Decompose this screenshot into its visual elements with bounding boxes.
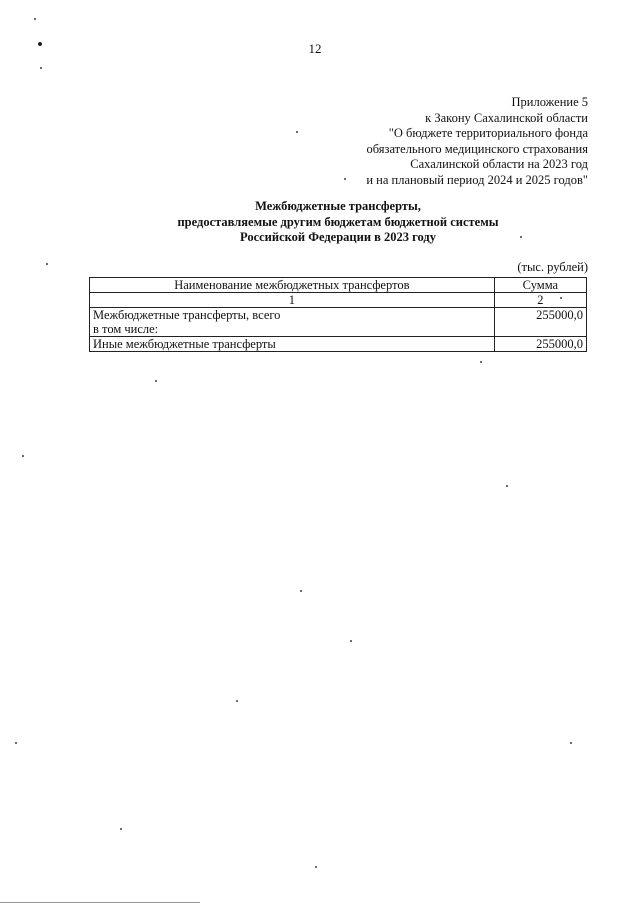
scan-speck xyxy=(300,590,302,592)
header-amount: Сумма xyxy=(494,278,586,293)
scan-speck xyxy=(155,380,157,382)
scan-speck xyxy=(570,742,572,744)
table-row xyxy=(90,337,587,352)
appendix-line: "О бюджете территориального фонда xyxy=(388,126,588,141)
appendix-line: Сахалинской области на 2023 год xyxy=(410,157,588,172)
units-label: (тыс. рублей) xyxy=(517,260,588,274)
scan-speck xyxy=(480,361,482,363)
column-number: 2 xyxy=(494,293,586,308)
scan-speck xyxy=(560,297,562,299)
title-line: предоставляемые другим бюджетам бюджетной системы xyxy=(177,214,499,229)
appendix-line: к Закону Сахалинской области xyxy=(425,110,588,125)
title-line: Межбюджетные трансферты, xyxy=(255,199,421,213)
scan-speck xyxy=(315,866,317,868)
scan-speck xyxy=(344,178,346,180)
appendix-reference xyxy=(258,95,588,189)
column-number: 1 xyxy=(90,293,495,308)
appendix-line: Приложение 5 xyxy=(511,95,588,109)
table-header-row xyxy=(90,278,587,293)
row-name-line: Межбюджетные трансферты, всего xyxy=(93,308,281,322)
scan-speck xyxy=(22,455,24,457)
row-name-line: в том числе: xyxy=(93,322,159,336)
scan-speck xyxy=(350,640,352,642)
page-number: 12 xyxy=(308,41,322,56)
scan-speck xyxy=(506,485,508,487)
title-line: Российской Федерации в 2023 году xyxy=(240,230,436,245)
row-name xyxy=(90,308,495,337)
scan-speck xyxy=(236,700,238,702)
row-name: Иные межбюджетные трансферты xyxy=(90,337,495,352)
scan-speck xyxy=(34,18,36,20)
document-title xyxy=(90,199,586,246)
row-amount: 255000,0 xyxy=(494,308,586,337)
scan-speck xyxy=(520,236,522,238)
column-number-row xyxy=(90,293,587,308)
scan-speck xyxy=(120,828,122,830)
header-name: Наименование межбюджетных трансфертов xyxy=(90,278,495,293)
scan-speck xyxy=(46,263,48,265)
table-row xyxy=(90,308,587,337)
scan-speck xyxy=(40,67,42,69)
appendix-line: обязательного медицинского страхования xyxy=(366,141,588,156)
row-amount: 255000,0 xyxy=(494,337,586,352)
transfers-table xyxy=(89,277,587,352)
scan-speck xyxy=(296,131,298,133)
bottom-rule xyxy=(0,902,200,903)
scan-speck xyxy=(38,42,42,46)
appendix-line: и на плановый период 2024 и 2025 годов" xyxy=(366,172,588,187)
scan-speck xyxy=(15,742,17,744)
